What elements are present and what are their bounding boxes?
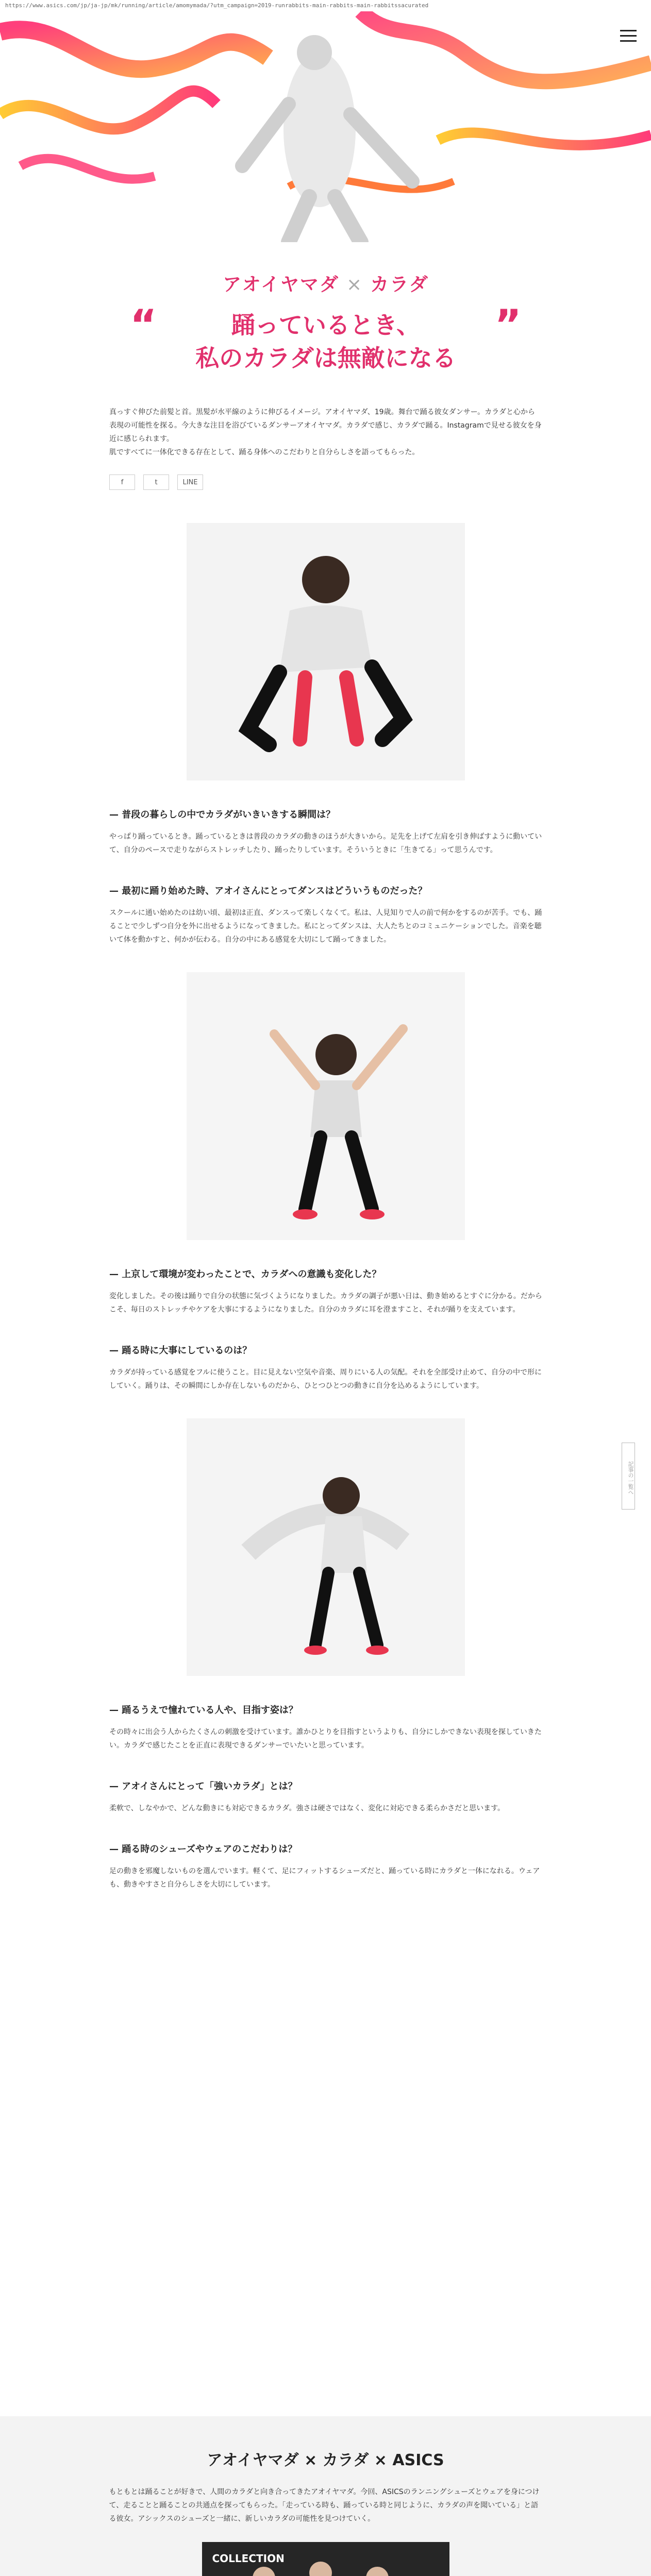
series-label: アオイヤマダ × カラダ bbox=[223, 274, 429, 295]
question-3: — 上京して環境が変わったことで、カラダへの意識も変化した？ bbox=[109, 1269, 381, 1280]
line-share-button[interactable]: LINE bbox=[177, 474, 203, 490]
article-list-link[interactable]: 記事の一覧へ bbox=[622, 1443, 635, 1510]
answer-5: その時々に出会う人からたくさんの刺激を受けています。誰かひとりを目指すというよりも、自分にしかできない表現を探していきたい。カラダで感じたことを正直に表現できるダンサーでいたいと思っています。 bbox=[109, 1728, 542, 1750]
asics-collection-banner[interactable] bbox=[202, 2542, 449, 2576]
article-title-line2: 私のカラダは無敵になる bbox=[195, 344, 456, 372]
share-buttons bbox=[109, 474, 542, 490]
article bbox=[109, 242, 542, 1891]
facebook-share-button[interactable]: f bbox=[109, 474, 135, 490]
photo-dancer-jump bbox=[187, 972, 465, 1240]
question-5: — 踊るうえで憧れている人や、目指す姿は？ bbox=[109, 1705, 298, 1716]
answer-4: カラダが持っている感覚をフルに使うこと。目に見えない空気や音楽、周りにいる人の気配。それを全部受け止めて、自分の中で形にしていく。踊りは、その瞬間にしか存在しないものだから、ひとつひとつの動きに自分を込めるようにしています。 bbox=[109, 1368, 542, 1390]
hamburger-menu-icon[interactable] bbox=[620, 30, 637, 42]
photo-dancer-crouch bbox=[187, 523, 465, 781]
question-4: — 踊る時に大事にしているのは？ bbox=[109, 1345, 252, 1356]
answer-2: スクールに通い始めたのは幼い頃、最初は正直、ダンスって楽しくなくて。私は、人見知りで人の前で何かをするのが苦手。でも、踊ることで少しずつ自分を外に出せるようになってきました。私にとってダンスは、大人たちとのコミュニケーションでした。音楽を聴いて体を動かすと、何かが伝わる。自分の中にある感覚を大切にして踊ってきました。 bbox=[109, 909, 542, 944]
close-quote-icon: ” bbox=[494, 301, 522, 349]
hero-banner bbox=[0, 11, 651, 242]
question-2: — 最初に踊り始めた時、アオイさんにとってダンスはどういうものだった？ bbox=[109, 886, 427, 896]
asics-section-text: もともとは踊ることが好きで、人間のカラダと向き合ってきたアオイヤマダ。今回、ASICSのランニングシューズとウェアを身につけて、走ることと踊ることの共通点を探ってもらった。「走っている時も、踊っている時と同じように、カラダの声を聞いている」と語る彼女。アシックスのシューズと一緒に、新しいカラダの可能性を見つけていく。 bbox=[109, 2488, 540, 2523]
banner-text: COLLECTION bbox=[212, 2552, 285, 2565]
url-bar[interactable]: https://www.asics.com/jp/ja-jp/mk/running/article/amomymada/?utm_campaign=2019-runrabbits-main-rabbits-main-rabbitssacurated bbox=[5, 2, 429, 9]
answer-1: やっぱり踊っているとき。踊っているときは普段のカラダの動きのほうが大きいから。足先を上げて左肩を引き伸ばすように動いていて、自分のペースで走りながらストレッチしたり、踊ったりしています。そういうときに「生きてる」って思うんです。 bbox=[109, 833, 542, 854]
photo-dancer-spin bbox=[187, 1418, 465, 1676]
asics-section bbox=[0, 2416, 651, 2576]
twitter-share-button[interactable]: t bbox=[143, 474, 169, 490]
answer-6: 柔軟で、しなやかで、どんな動きにも対応できるカラダ。強さは硬さではなく、変化に対応できる柔らかさだと思います。 bbox=[109, 1804, 505, 1812]
question-1: — 普段の暮らしの中でカラダがいきいきする瞬間は？ bbox=[109, 809, 336, 820]
question-7: — 踊る時のシューズやウェアのこだわりは？ bbox=[109, 1844, 297, 1855]
question-6: — アオイさんにとって「強いカラダ」とは？ bbox=[109, 1781, 297, 1792]
asics-section-title: アオイヤマダ × カラダ × ASICS bbox=[207, 2451, 444, 2469]
article-header bbox=[109, 270, 542, 375]
open-quote-icon: “ bbox=[130, 301, 157, 349]
article-title-line1: 踊っているとき、 bbox=[231, 311, 421, 339]
intro-text: 真っすぐ伸びた前髪と首。黒髪が水平線のように伸びるイメージ。アオイヤマダ、19歳。舞台で踊る彼女ダンサー。カラダと心から表現の可能性を探る。今大きな注目を浴びているダンサーアオイヤマダ。カラダで感じ、カラダで踊る。Instagramで見せる彼女を身近に感じられます。 肌ですべてに一体化できる存在として、踊る身体へのこだわりと自分らしさを語ってもらった。 bbox=[109, 408, 542, 456]
answer-7: 足の動きを邪魔しないものを選んでいます。軽くて、足にフィットするシューズだと、踊っている時にカラダと一体になれる。ウェアも、動きやすさと自分らしさを大切にしています。 bbox=[109, 1867, 540, 1889]
answer-3: 変化しました。その後は踊りで自分の状態に気づくようになりました。カラダの調子が悪い日は、動き始めるとすぐに分かる。だからこそ、毎日のストレッチやケアを大事にするようになりました。自分のカラダに耳を澄ますこと、それが踊りを支えています。 bbox=[109, 1292, 542, 1314]
